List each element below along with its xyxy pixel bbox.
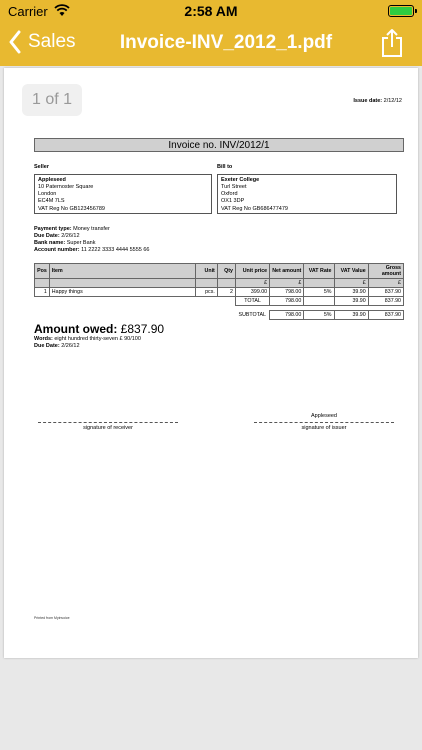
seller-line1: 10 Paternoster Square — [38, 184, 94, 191]
col-unit-price: Unit price — [235, 264, 269, 279]
col-vat-value: VAT Value — [334, 264, 368, 279]
back-button[interactable] — [8, 30, 76, 54]
unit-cell — [195, 279, 217, 288]
payment-type-label: Payment type: — [34, 226, 72, 232]
carrier-label: Carrier — [8, 4, 48, 19]
seller-name: Appleseed — [38, 177, 66, 183]
subtotal-net: 798.00 — [270, 311, 304, 320]
unit-cell: £ — [235, 279, 269, 288]
row-pos: 1 — [35, 288, 50, 297]
row-net: 798.00 — [270, 288, 304, 297]
seller-line2: London — [38, 191, 57, 198]
seller-line3: EC4M 7LS — [38, 198, 65, 205]
page-title: Invoice-INV_2012_1.pdf — [119, 32, 333, 53]
table-header-row — [35, 264, 404, 279]
receiver-signature-label: signature of receiver — [83, 425, 133, 431]
battery-icon — [388, 5, 414, 17]
due-date-label-2: Due Date: — [34, 343, 60, 350]
issuer-name: Appleseed — [311, 413, 337, 419]
bank-name: Super Bank — [66, 240, 96, 247]
payment-info — [34, 226, 149, 255]
row-vat-value: 39.90 — [334, 288, 368, 297]
top-bar — [0, 0, 422, 66]
total-row — [35, 297, 404, 306]
issuer-signature-label: signature of issuer — [301, 425, 347, 431]
issue-date-value: 2/12/12 — [383, 98, 402, 104]
table-row — [35, 288, 404, 297]
status-bar — [0, 0, 422, 22]
page-indicator: 1 of 1 — [22, 84, 82, 116]
subtotal-vat-rate: 5% — [304, 311, 334, 320]
row-gross: 837.90 — [368, 288, 403, 297]
col-qty: Qty — [217, 264, 235, 279]
subtotal-gross: 837.90 — [368, 311, 403, 320]
billto-vat: VAT Reg No GB686477479 — [221, 205, 288, 212]
due-date: 2/26/12 — [61, 233, 80, 240]
account-number: 11 2222 3333 4444 5555 66 — [81, 247, 150, 254]
col-item: Item — [49, 264, 195, 279]
payment-type: Money transfer — [73, 226, 110, 232]
due-date-2: 2/26/12 — [61, 343, 80, 350]
row-unit-price: 399.00 — [235, 288, 269, 297]
billto-box — [217, 174, 397, 214]
seller-box — [34, 174, 212, 214]
table-units-row — [35, 279, 404, 288]
navigation-bar — [0, 22, 422, 66]
seller-label: Seller — [34, 164, 49, 170]
unit-cell — [217, 279, 235, 288]
unit-cell: £ — [270, 279, 304, 288]
printed-from: Printed from Myinvoice — [34, 616, 70, 620]
billto-line2: Oxford — [221, 191, 238, 198]
col-vat-rate: VAT Rate — [304, 264, 334, 279]
words-value: eight hundred thirty-seven £ 90/100 — [54, 336, 141, 342]
subtotal-row — [35, 311, 404, 320]
col-pos: Pos — [35, 264, 50, 279]
subtotal-vat-value: 39.90 — [334, 311, 368, 320]
account-number-label: Account number: — [34, 247, 80, 254]
col-net-amount: Net amount — [270, 264, 304, 279]
billto-name: Exeter College — [221, 177, 260, 183]
billto-line3: OX1 3DP — [221, 198, 245, 205]
row-qty: 2 — [217, 288, 235, 297]
billto-label: Bill to — [217, 164, 233, 170]
unit-cell — [304, 279, 334, 288]
total-vat-value: 39.90 — [334, 297, 368, 306]
receiver-signature — [38, 413, 178, 431]
back-label: Sales — [28, 31, 76, 52]
issue-date — [353, 98, 402, 104]
words-label: Words: — [34, 336, 53, 342]
amount-words — [34, 336, 141, 350]
invoice-title: Invoice no. INV/2012/1 — [34, 138, 404, 152]
billto-line1: Turl Street — [221, 184, 247, 191]
total-gross: 837.90 — [368, 297, 403, 306]
battery-tip — [415, 9, 417, 13]
subtotal-label: SUBTOTAL — [238, 312, 267, 318]
unit-cell: £ — [334, 279, 368, 288]
row-vat-rate: 5% — [304, 288, 334, 297]
amount-owed — [34, 322, 164, 336]
seller-vat: VAT Reg No GB123456789 — [38, 205, 105, 212]
col-unit: Unit — [195, 264, 217, 279]
bank-name-label: Bank name: — [34, 240, 66, 247]
unit-cell — [49, 279, 195, 288]
amount-owed-label: Amount owed: — [34, 322, 118, 336]
row-unit: pcs. — [195, 288, 217, 297]
total-net: 798.00 — [270, 297, 304, 306]
issue-date-label: Issue date: — [353, 98, 383, 104]
chevron-left-icon — [8, 30, 22, 54]
unit-cell: £ — [368, 279, 403, 288]
due-date-label: Due Date: — [34, 233, 60, 240]
total-label: TOTAL — [235, 297, 269, 306]
items-table — [34, 263, 404, 320]
issuer-signature — [254, 413, 394, 431]
clock: 2:58 AM — [184, 3, 238, 19]
col-gross-amount: Gross amount — [368, 264, 403, 279]
pdf-page[interactable] — [4, 68, 418, 658]
row-item: Happy things — [49, 288, 195, 297]
unit-cell — [35, 279, 50, 288]
amount-owed-value: £837.90 — [120, 322, 165, 336]
share-icon[interactable] — [380, 28, 404, 58]
